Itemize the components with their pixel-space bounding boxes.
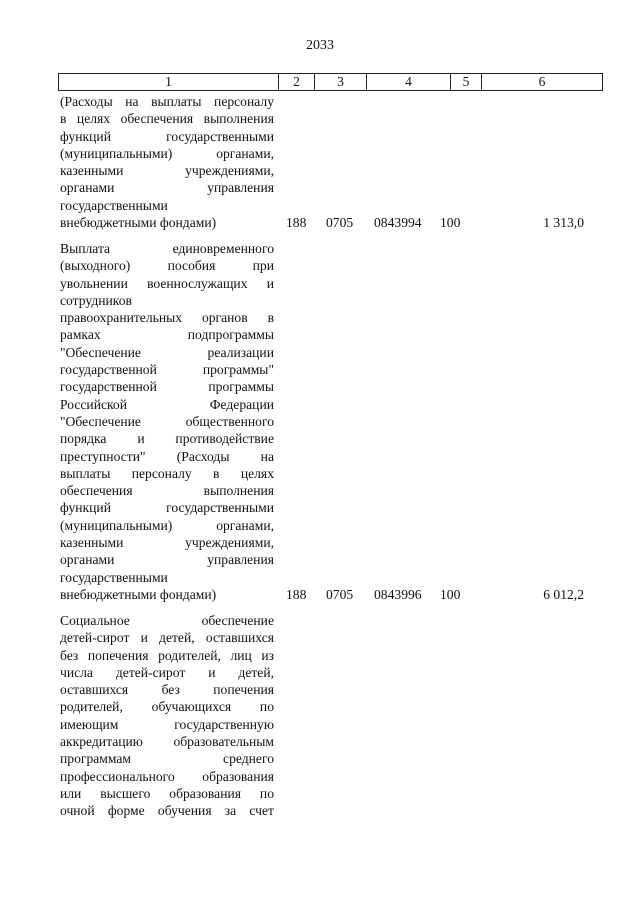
description-line: Российской Федерации [60, 396, 274, 412]
description-line: программам среднего [60, 751, 274, 767]
description-line: государственной программы [60, 379, 274, 395]
description-line: увольнении военнослужащих и [60, 275, 274, 291]
description-line: правоохранительных органов в [60, 310, 274, 326]
description-line: внебюджетными фондами) [60, 586, 217, 602]
table-header-row [58, 73, 603, 91]
column-header-5: 5 [451, 74, 482, 90]
description-line: (муниципальными) органами, [60, 517, 274, 533]
description-line: профессионального образования [60, 768, 274, 784]
description-line: преступности" (Расходы на [60, 448, 274, 464]
description-line: очной форме обучения за счет [60, 803, 274, 819]
row-col5-value: 100 [440, 587, 461, 602]
description-line: государственными [60, 569, 168, 585]
row-col3-value: 0705 [326, 587, 354, 602]
description-line: детей-сирот и детей, оставшихся [60, 630, 274, 646]
description-line: (Расходы на выплаты персоналу [60, 94, 274, 109]
description-line: родителей, обучающихся по [60, 699, 274, 715]
description-line: "Обеспечение общественного [60, 413, 274, 429]
row-col4-value: 0843996 [374, 587, 422, 602]
row-col6-value: 6 012,2 [543, 587, 584, 602]
description-line: числа детей-сирот и детей, [60, 664, 274, 680]
row-col4-value: 0843994 [374, 215, 422, 230]
description-line: (выходного) пособия при [60, 258, 274, 274]
row-col2-value: 188 [286, 215, 307, 230]
row-col5-value: 100 [440, 215, 461, 230]
column-header-1: 1 [59, 74, 279, 90]
description-line: (муниципальными) органами, [60, 145, 274, 161]
description-line: функций государственными [60, 500, 274, 516]
row-description [60, 93, 274, 231]
description-line: Выплата единовременного [60, 241, 274, 256]
description-line: сотрудников [60, 292, 132, 308]
row-col2-value: 188 [286, 587, 307, 602]
description-line: казенными учреждениями, [60, 535, 274, 551]
row-description [60, 240, 274, 603]
row-col6-value: 1 313,0 [543, 215, 584, 230]
column-header-4: 4 [367, 74, 451, 90]
description-line: казенными учреждениями, [60, 163, 274, 179]
description-line: государственными [60, 197, 168, 213]
description-line: функций государственными [60, 128, 274, 144]
description-line: "Обеспечение реализации [60, 344, 274, 360]
description-line: аккредитацию образовательным [60, 734, 274, 750]
description-line: имеющим государственную [60, 716, 274, 732]
description-line: органами управления [60, 180, 274, 196]
column-header-3: 3 [315, 74, 367, 90]
description-line: оставшихся без попечения [60, 682, 274, 698]
description-line: или высшего образования по [60, 785, 274, 801]
description-line: государственной программы" [60, 362, 274, 378]
row-description [60, 612, 274, 820]
description-line: выплаты персоналу в целях [60, 465, 274, 481]
description-line: органами управления [60, 552, 274, 568]
description-line: рамках подпрограммы [60, 327, 274, 343]
row-col3-value: 0705 [326, 215, 354, 230]
description-line: порядка и противодействие [60, 431, 274, 447]
page-number: 2033 [306, 38, 334, 53]
column-header-6: 6 [538, 74, 546, 89]
description-line: без попечения родителей, лиц из [60, 647, 274, 663]
column-header-2: 2 [279, 74, 315, 90]
description-line: Социальное обеспечение [60, 613, 274, 628]
description-line: в целях обеспечения выполнения [60, 111, 274, 127]
description-line: внебюджетными фондами) [60, 215, 217, 231]
description-line: обеспечения выполнения [60, 483, 274, 499]
